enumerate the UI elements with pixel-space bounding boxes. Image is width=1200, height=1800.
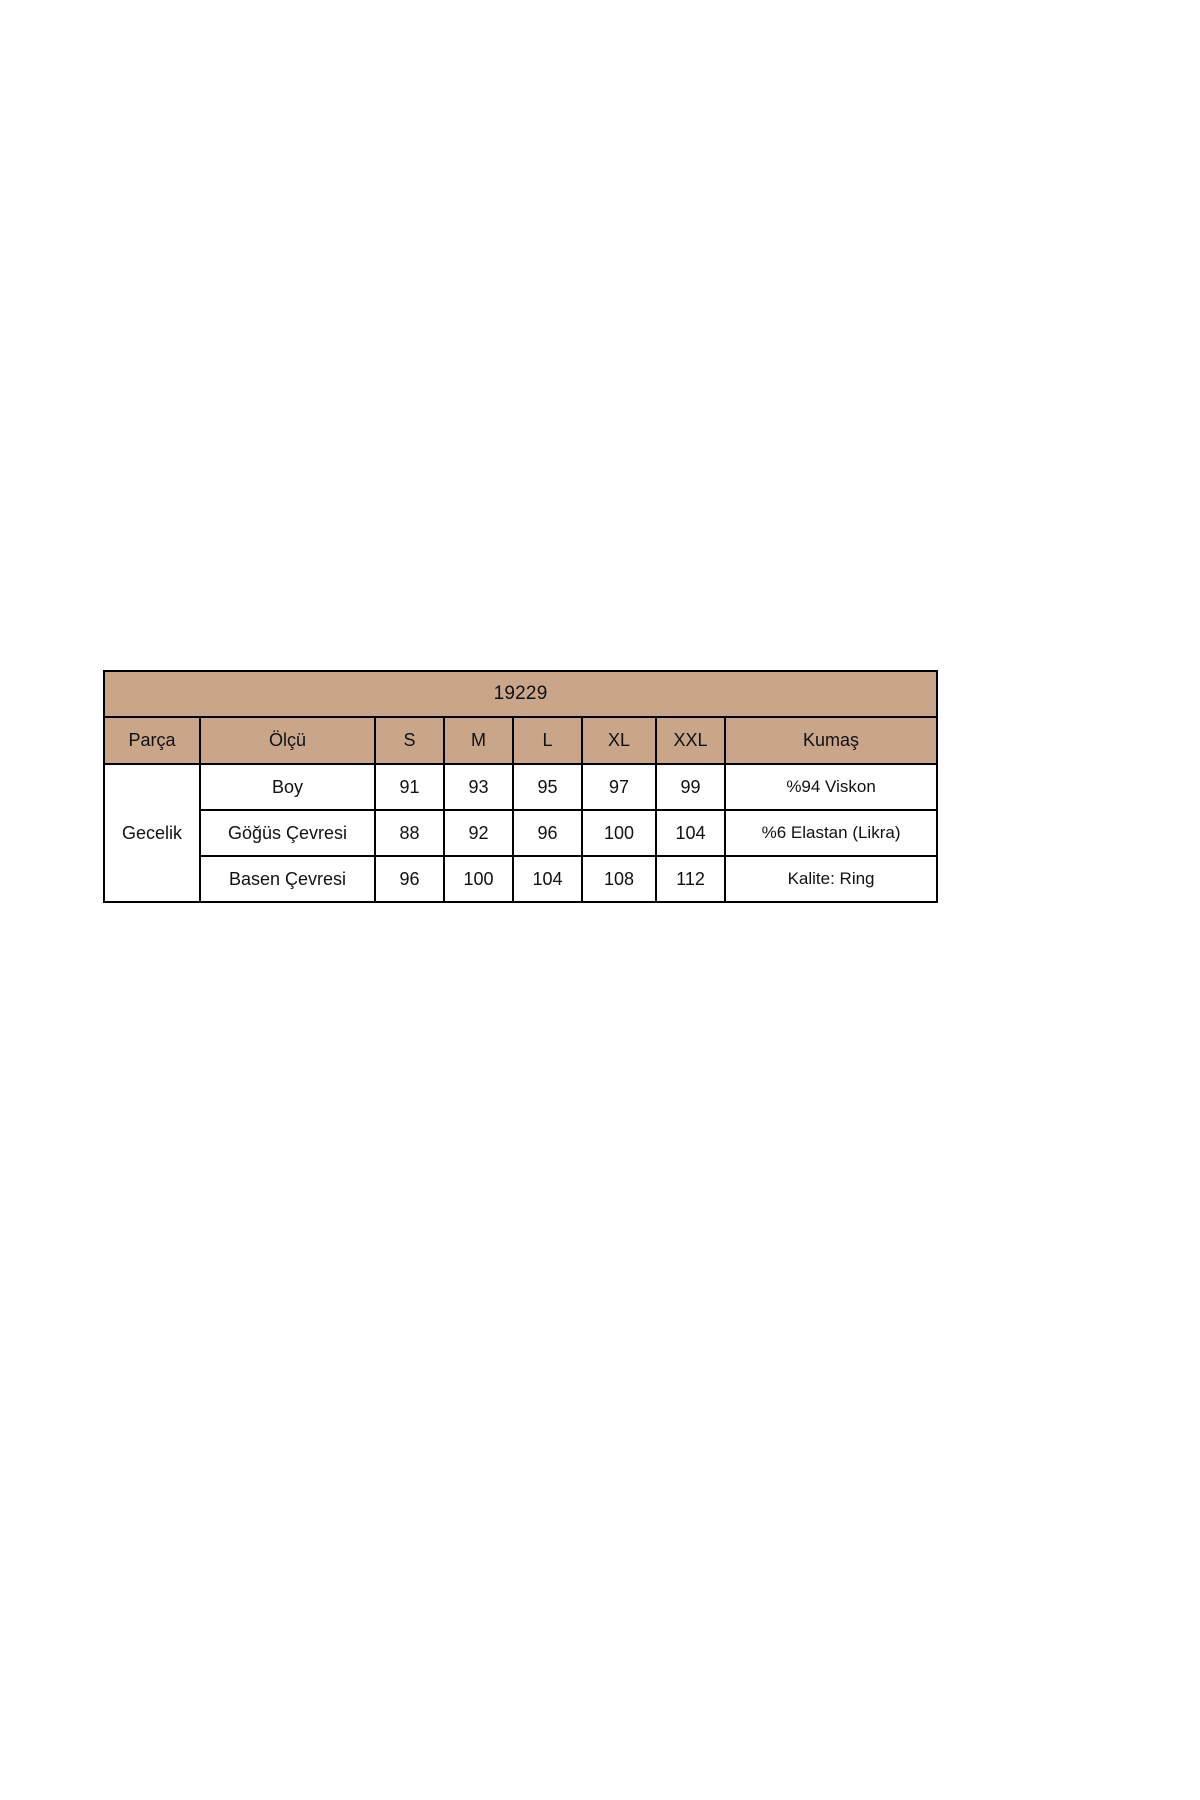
value-m: 100 bbox=[444, 856, 513, 902]
value-s: 96 bbox=[375, 856, 444, 902]
size-chart-container bbox=[103, 670, 936, 903]
column-header-measure: Ölçü bbox=[200, 717, 375, 764]
column-header-part: Parça bbox=[104, 717, 200, 764]
column-header-m: M bbox=[444, 717, 513, 764]
value-l: 96 bbox=[513, 810, 582, 856]
table-header-row bbox=[104, 717, 937, 764]
table-row bbox=[104, 810, 937, 856]
fabric-line-2: %6 Elastan (Likra) bbox=[725, 810, 937, 856]
value-xl: 97 bbox=[582, 764, 656, 810]
value-xl: 100 bbox=[582, 810, 656, 856]
value-l: 104 bbox=[513, 856, 582, 902]
column-header-s: S bbox=[375, 717, 444, 764]
column-header-xxl: XXL bbox=[656, 717, 725, 764]
table-row bbox=[104, 764, 937, 810]
value-s: 88 bbox=[375, 810, 444, 856]
value-xxl: 99 bbox=[656, 764, 725, 810]
value-m: 92 bbox=[444, 810, 513, 856]
column-header-xl: XL bbox=[582, 717, 656, 764]
measure-label: Göğüs Çevresi bbox=[200, 810, 375, 856]
column-header-fabric: Kumaş bbox=[725, 717, 937, 764]
value-m: 93 bbox=[444, 764, 513, 810]
value-xxl: 104 bbox=[656, 810, 725, 856]
measure-label: Basen Çevresi bbox=[200, 856, 375, 902]
fabric-line-3: Kalite: Ring bbox=[725, 856, 937, 902]
value-l: 95 bbox=[513, 764, 582, 810]
value-xl: 108 bbox=[582, 856, 656, 902]
fabric-line-1: %94 Viskon bbox=[725, 764, 937, 810]
chart-title: 19229 bbox=[104, 671, 937, 717]
measure-label: Boy bbox=[200, 764, 375, 810]
table-row bbox=[104, 856, 937, 902]
value-xxl: 112 bbox=[656, 856, 725, 902]
column-header-l: L bbox=[513, 717, 582, 764]
part-label-gecelik: Gecelik bbox=[104, 764, 200, 902]
value-s: 91 bbox=[375, 764, 444, 810]
size-chart-table bbox=[103, 670, 938, 903]
table-title-row bbox=[104, 671, 937, 717]
